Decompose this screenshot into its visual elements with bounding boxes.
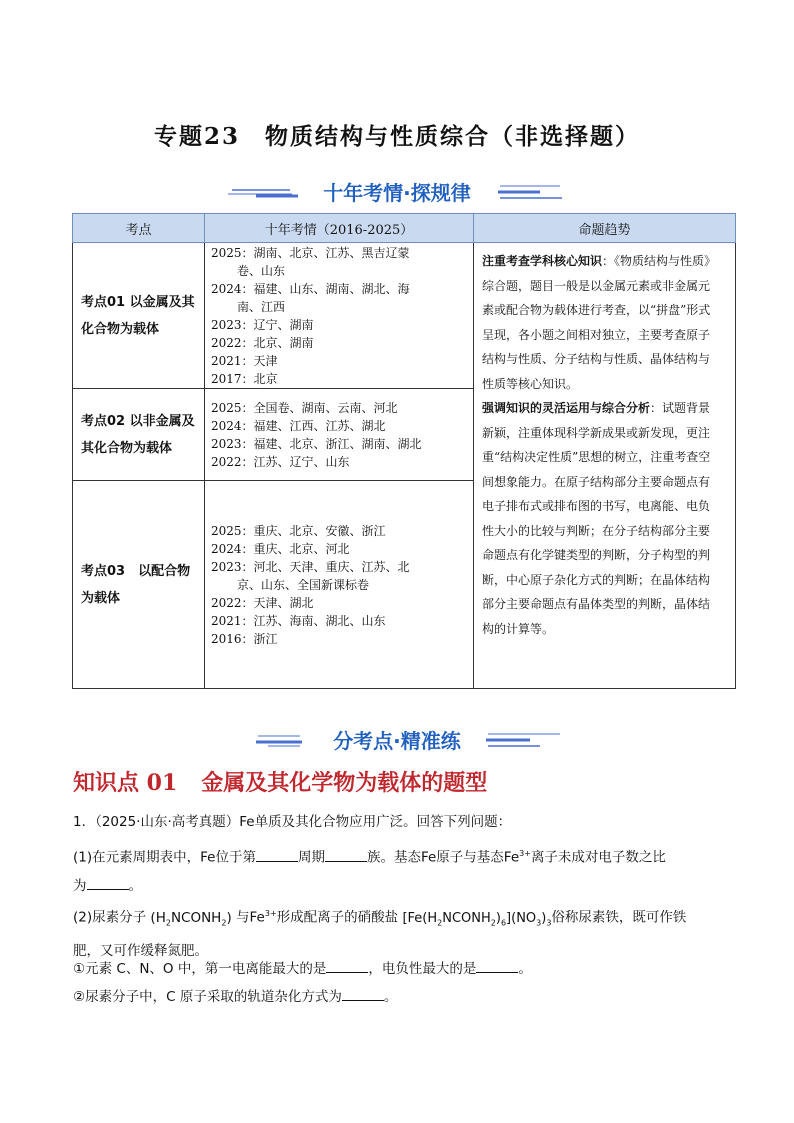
answer-blank[interactable] xyxy=(87,875,129,890)
charge-superscript: 3+ xyxy=(519,849,531,858)
year-line: 2021：江苏、海南、湖北、山东 xyxy=(211,613,386,628)
year-line: 2023：河北、天津、重庆、江苏、北 xyxy=(211,559,410,574)
kaodian-cell: 考点01 以金属及其化合物为载体 xyxy=(73,243,205,389)
trend-paragraph xyxy=(482,396,719,641)
question-part-2 xyxy=(73,900,723,965)
section-number: 知识点 01 xyxy=(73,770,178,796)
q2-text: (2)尿素分子 xyxy=(73,909,147,926)
trend-text: ：《物质结构与性质》综合题，题目一般是以金属元素或非金属元素或配合物为载体进行考查，以“拼盘”形式呈现，各小题之间相对独立，主要考查原子结构与性质、分子结构与性质、晶体结构与性质等核心知识。 xyxy=(482,254,717,391)
q1-text: 离子未成对电子数之比 xyxy=(530,849,666,866)
year-line: 2025：重庆、北京、安徽、浙江 xyxy=(211,523,386,538)
answer-blank[interactable] xyxy=(476,958,518,973)
q2-text: 肥，又可作缓释氮肥。 xyxy=(73,943,208,960)
header-trend: 命题趋势 xyxy=(474,214,736,243)
answer-blank[interactable] xyxy=(325,847,367,862)
year-line: 2024：重庆、北京、河北 xyxy=(211,541,350,556)
year-line: 2025：湖南、北京、江苏、黑吉辽蒙 xyxy=(211,245,410,260)
year-line: 2022：江苏、辽宁、山东 xyxy=(211,454,350,469)
header-kaodian: 考点 xyxy=(73,214,205,243)
kaodian-cell: 考点03 以配合物为载体 xyxy=(73,481,205,689)
q1-text: 。 xyxy=(128,877,142,894)
trend-label: 强调知识的灵活运用与综合分析 xyxy=(482,401,651,415)
year-line: 2024：福建、江西、江苏、湖北 xyxy=(211,418,386,433)
urea-formula: $(H_2NCONH_2)$ xyxy=(150,909,232,928)
section-heading xyxy=(73,766,487,797)
year-line: 2023：辽宁、湖南 xyxy=(211,317,314,332)
sub1-text: 。 xyxy=(518,961,532,977)
header-years: 十年考情（2016-2025） xyxy=(205,214,474,243)
banner-decade-review xyxy=(0,176,794,206)
banner-practice xyxy=(0,724,794,754)
year-line: 2021：天津 xyxy=(211,353,278,368)
year-line: 南、江西 xyxy=(237,299,286,314)
answer-blank[interactable] xyxy=(256,847,298,862)
sub2-text: 。 xyxy=(383,989,398,1005)
q2-text: 俗称尿素铁，既可作铁 xyxy=(551,909,687,926)
section-title: 金属及其化学物为载体的题型 xyxy=(201,770,488,796)
year-line: 2024：福建、山东、湖南、湖北、海 xyxy=(211,281,410,296)
year-line: 2025：全国卷、湖南、云南、河北 xyxy=(211,400,398,415)
q2-text: 形成配离子的硝酸盐 xyxy=(276,909,399,926)
complex-formula: $[Fe(H_2NCONH_2)_6](NO_3)_3$ xyxy=(402,910,552,928)
years-cell xyxy=(205,389,474,481)
question-intro: 1．（2025·山东·高考真题）Fe单质及其化合物应用广泛。回答下列问题： xyxy=(73,814,512,830)
answer-blank[interactable] xyxy=(342,986,384,1001)
q1-text: 为 xyxy=(73,877,87,894)
question-sub-1 xyxy=(73,958,723,979)
q2-text: 与Fe xyxy=(236,909,265,926)
sub1-text: ①元素 C、N、O 中，第一电离能最大的是 xyxy=(73,961,327,977)
trend-cell xyxy=(474,243,736,689)
table-row xyxy=(73,243,736,389)
trend-paragraph xyxy=(482,249,719,396)
answer-blank[interactable] xyxy=(326,958,368,973)
year-line: 2023：福建、北京、浙江、湖南、湖北 xyxy=(211,436,422,451)
year-line: 京、山东、全国新课标卷 xyxy=(237,577,370,592)
trend-text: ：试题背景新颖，注重体现科学新成果或新发现，更注重“结构决定性质”思想的树立，注重考查空间想象能力。在原子结构部分主要命题点有电子排布式或排布图的书写，电离能、电负性大小的比较与判断；在分子结构部分主要命题点有化学键类型的判断，分子构型的判断，中心原子杂化方式的判断；在晶体结构部分主要命题点有晶体类型的判断，晶体结构的计算等。 xyxy=(482,401,711,636)
table-header-row xyxy=(73,214,736,243)
year-line: 2022：北京、湖南 xyxy=(211,335,314,350)
year-line: 2022：天津、湖北 xyxy=(211,595,314,610)
charge-superscript: 3+ xyxy=(264,909,277,918)
sub2-text: ②尿素分子中，C 原子采取的轨道杂化方式为 xyxy=(73,989,342,1005)
question-part-1 xyxy=(73,840,723,900)
trend-label: 注重考查学科核心知识 xyxy=(482,254,603,268)
question-sub-2 xyxy=(73,986,723,1007)
year-line: 2017：北京 xyxy=(211,371,278,386)
q1-text: 族。基态Fe原子与基态Fe xyxy=(366,849,520,866)
years-cell xyxy=(205,481,474,689)
q1-text: 周期 xyxy=(297,849,325,866)
page-title: 专题23 物质结构与性质综合（非选择题） xyxy=(153,123,640,150)
banner-title: 分考点·精准练 xyxy=(333,729,461,753)
sub1-text: ，电负性最大的是 xyxy=(368,961,477,977)
q1-text: (1)在元素周期表中，Fe位于第 xyxy=(73,849,256,866)
kaodian-cell: 考点02 以非金属及其化合物为载体 xyxy=(73,389,205,481)
banner-title: 十年考情·探规律 xyxy=(323,181,471,205)
years-cell xyxy=(205,243,474,389)
exam-trend-table xyxy=(72,213,736,689)
year-line: 卷、山东 xyxy=(237,263,286,278)
year-line: 2016：浙江 xyxy=(211,631,278,646)
